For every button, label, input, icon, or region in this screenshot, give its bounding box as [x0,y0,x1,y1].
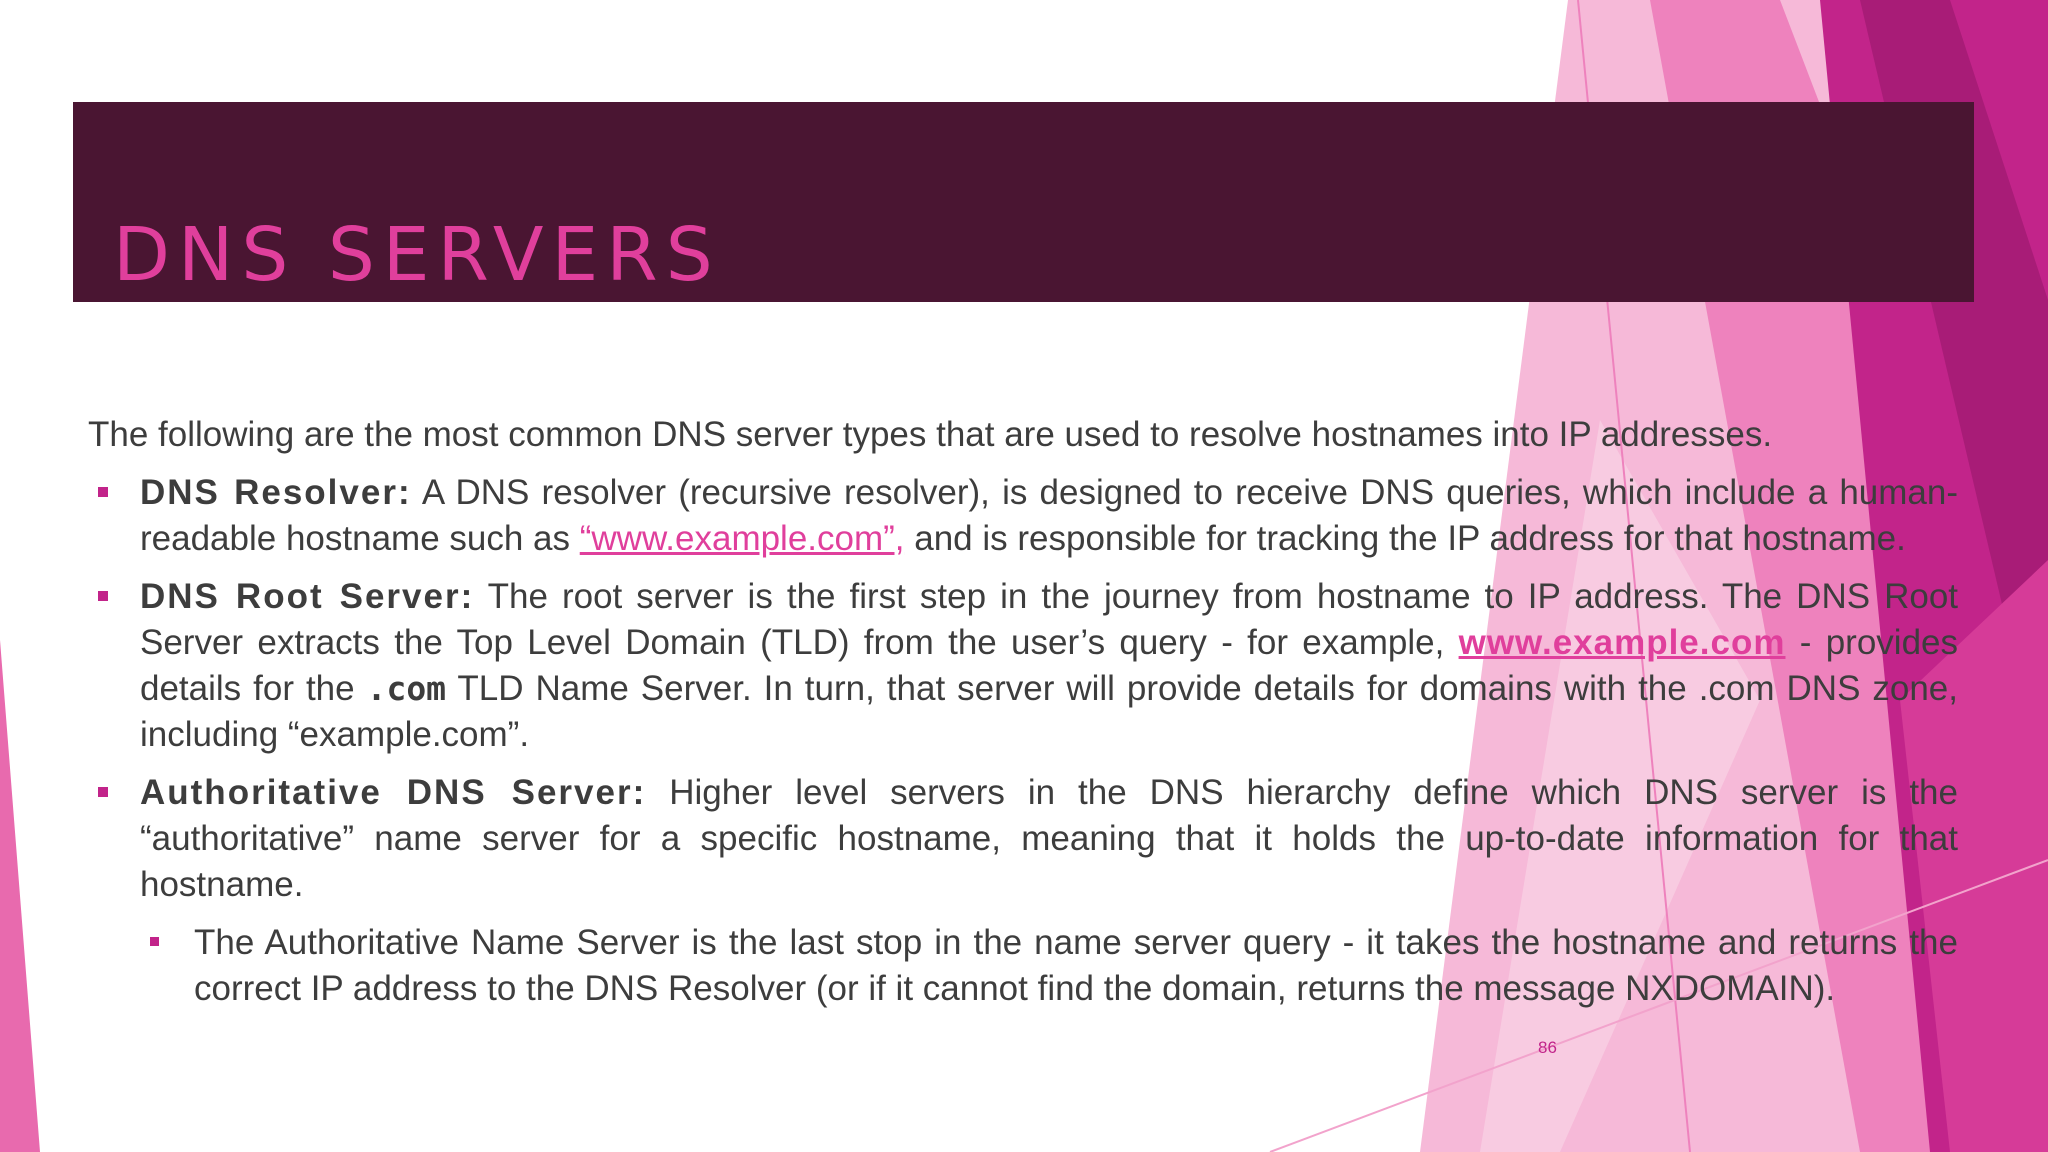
authoritative-text-a: Higher level servers in the DNS hierarchy define which DNS server is the “authoritative” name server for a specific hostname, meaning that it holds the up-to-date information for that hostname. [140,773,1958,904]
bullet-square-icon [98,787,108,797]
slide-body [88,412,1958,1012]
authoritative-sub-text: The Authoritative Name Server is the last stop in the name server query - it takes the hostname and returns the correct IP address to the DNS Resolver (or if it cannot find the domain, returns the message NXDOMAIN). [194,923,1958,1008]
root-text-b: - provides details for the [140,623,1958,708]
resolver-text-a: A DNS resolver (recursive resolver), is designed to receive DNS queries, which include a human-readable hostname such as [140,473,1959,558]
term-dns-root-server: DNS Root Server: [140,577,475,616]
list-item-root [88,574,1958,758]
list-item-authoritative [88,770,1958,908]
title-band [73,102,1974,302]
slide-title: DNS SERVERS [113,212,721,298]
example-link-resolver[interactable]: “www.example.com”, [579,519,905,558]
bullet-square-small-icon [150,937,159,946]
resolver-text-b: and is responsible for tracking the IP address for that hostname. [904,519,1906,558]
intro-text: The following are the most common DNS server types that are used to resolve hostnames into IP addresses. [88,415,1773,454]
term-dns-resolver: DNS Resolver: [140,473,412,512]
bullet-square-icon [98,591,108,601]
example-link-root[interactable]: www.example.com [1458,623,1786,662]
term-authoritative-dns-server: Authoritative DNS Server: [140,773,647,812]
sub-list-item-authoritative [88,920,1958,1012]
com-tld-code: .com [366,669,447,708]
page-number: 86 [1538,1038,1557,1057]
root-text-c: TLD Name Server. In turn, that server will provide details for domains with the .com DNS zone, including “example.com”. [140,669,1958,754]
bullet-square-icon [98,487,108,497]
deco-shape-left [0,640,40,1152]
bullet-list [88,470,1958,1012]
root-text-a: The root server is the first step in the journey from hostname to IP address. The DNS Root Server extracts the Top Level Domain (TLD) from the user’s query - for example, [140,577,1959,662]
list-item-resolver [88,470,1958,562]
